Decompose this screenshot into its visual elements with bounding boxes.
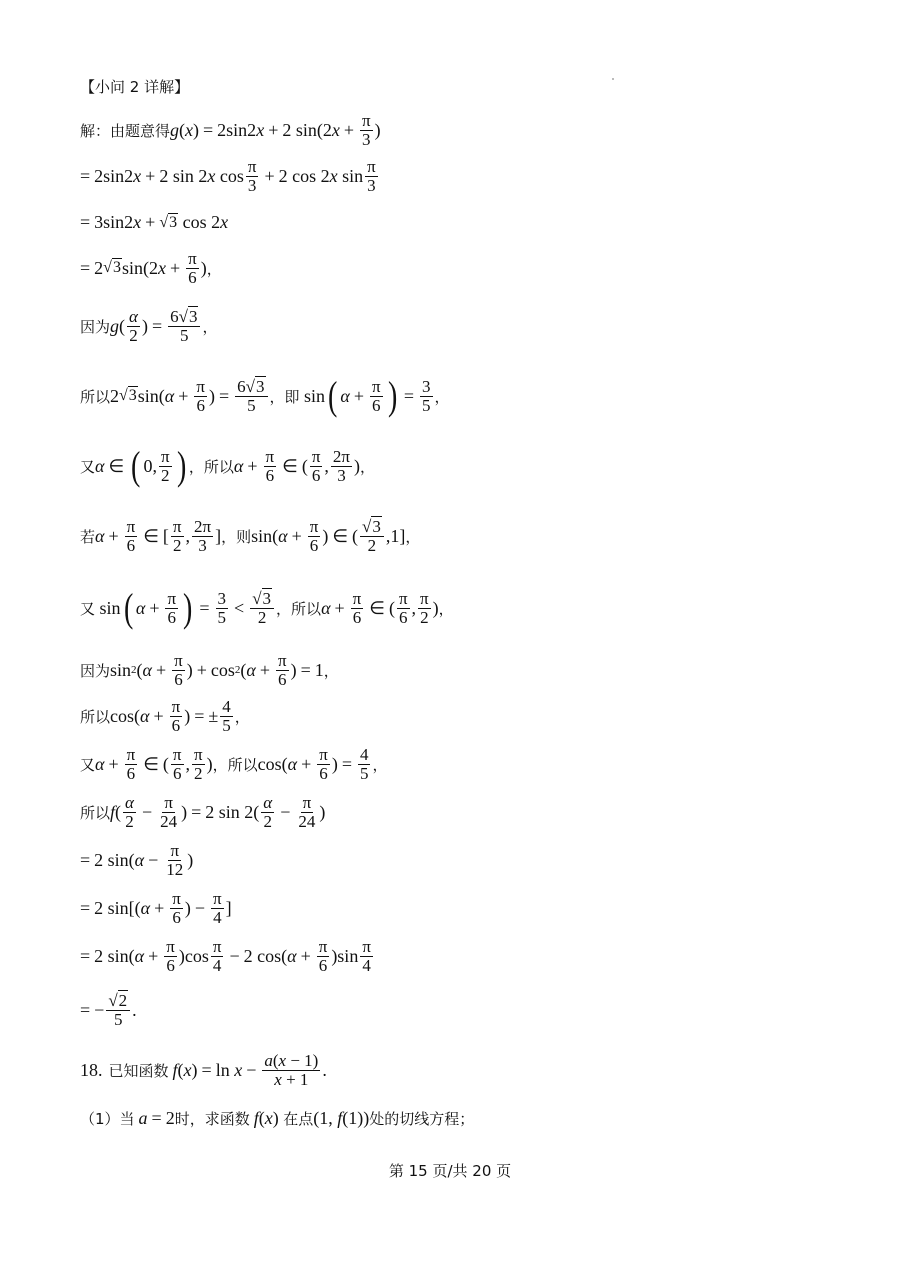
solution-intro: 解：由题意得 — [80, 121, 171, 140]
solution-line-16: = 2 sin( α + $\frac{\pi}{6}$ )cos $\frac{\pi}{4}$ − 2 cos( α + $\frac{\pi}{6}$ )sin $\frac{\pi}{4}$ — [80, 937, 371, 975]
problem-18-part-1: （1）当 a = 2 时，求函数 f ( x ) 在点 (1, f (1)) 处的切线方程； — [80, 1108, 475, 1128]
solution-line-12: 又 α + $\frac{\pi}{6}$ ∈ ( $\frac{\pi}{6}$ , $\frac{\pi}{2}$ ) ，所以 cos( α + $\frac{\pi}{6}$ ) = $\frac{4}{5}$ ， — [80, 745, 388, 783]
solution-line-14: = 2 sin( α − $\frac{\pi}{12}$ ) — [80, 841, 194, 879]
solution-line-15: = 2 sin[( α + $\frac{\pi}{6}$ ) − $\frac{\pi}{4}$ ] — [80, 889, 232, 927]
solution-line-6: 所以 2 √3 sin( α + $\frac{\pi}{6}$ ) = $\frac{6√3}{5}$ ，即 sin ( α + $\frac{\pi}{6}$ ) = $\frac{3}{5}$ ， — [80, 373, 450, 418]
solution-line-5: 因为 g ( $\frac{\alpha}{2}$ ) = $\frac{6√3}{5}$ ， — [80, 307, 218, 345]
section-heading — [80, 76, 189, 97]
problem-stem-text: 已知函数 — [108, 1061, 169, 1080]
solution-line-4: = 2 √3 sin(2 x + $\frac{\pi}{6}$ ) ， — [80, 249, 222, 287]
solution-line-2: = 2sin2 x + 2 sin 2 x cos $\frac{\pi}{3}$ + 2 cos 2 x sin $\frac{\pi}{3}$ — [80, 157, 376, 195]
solution-line-13: 所以 f ( $\frac{\alpha}{2}$ − $\frac{\pi}{24}$ ) = 2 sin 2( $\frac{\alpha}{2}$ − $\frac{\pi}{24}$ ) — [80, 793, 326, 831]
solution-line-11: 所以 cos( α + $\frac{\pi}{6}$ ) = ± $\frac{4}{5}$ ， — [80, 697, 250, 735]
solution-line-9: 又 sin ( α + $\frac{\pi}{6}$ ) = $\frac{3}{5}$ < $\frac{√3}{2}$ ，所以 α + $\frac{\pi}{6}$ ∈ ( $\frac{\pi}{6}$ , $\frac{\pi}{2}$ ) ， — [80, 585, 454, 630]
problem-18-stem: 18. 已知函数 f ( x ) = ln x − $\frac{a(x - 1)}{x + 1}$ . — [80, 1051, 327, 1089]
section-heading-text: 【小问 2 详解】 — [80, 78, 190, 96]
problem-number: 18. — [80, 1059, 103, 1080]
solution-line-17: = − $\frac{√2}{5}$ . — [80, 991, 137, 1029]
solution-line-8: 若 α + $\frac{\pi}{6}$ ∈ [ $\frac{\pi}{2}$ , $\frac{2\pi}{3}$ ] ，则 sin( α + $\frac{\pi}{6}$ ) ∈ ( $\frac{√3}{2}$ ,1] ， — [80, 517, 421, 555]
solution-line-7: 又 α ∈ ( 0, $\frac{\pi}{2}$ ) ，所以 α + $\frac{\pi}{6}$ ∈ ( $\frac{\pi}{6}$ , $\frac{2\pi}{3}$ ) ， — [80, 443, 376, 488]
solution-line-1: 解：由题意得 g ( x ) = 2sin2 x + 2 sin(2 x + $\frac{\pi}{3}$ ) — [80, 111, 381, 149]
solution-line-3: = 3sin2 x + √3 cos 2 x — [80, 212, 229, 232]
page-footer: 第 15 页/共 20 页 — [388, 1162, 512, 1180]
scan-speck — [612, 78, 614, 80]
part-1-label: （1）当 — [80, 1110, 135, 1128]
solution-line-10: 因为 sin 2 ( α + $\frac{\pi}{6}$ ) + cos 2 ( α + $\frac{\pi}{6}$ ) = 1 ， — [80, 651, 339, 689]
